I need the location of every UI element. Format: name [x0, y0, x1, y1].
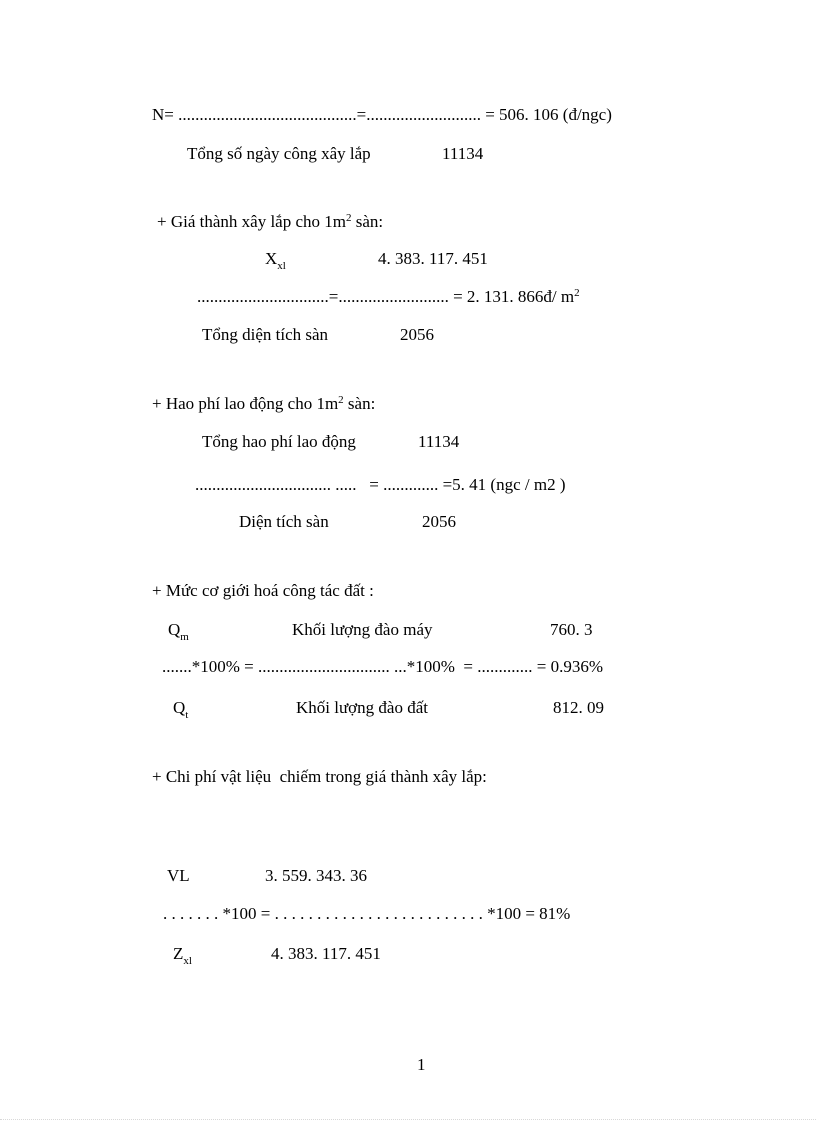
mech-formula: .......*100% = ............................... ...*100% = ............. = 0.936%: [162, 657, 603, 676]
mech-var-qm-main: Q: [168, 620, 181, 639]
mech-value-total: 812. 09: [553, 698, 604, 717]
material-value-z: 4. 383. 117. 451: [271, 944, 381, 963]
xl-denominator-label: Tổng diện tích sàn: [202, 325, 329, 344]
mech-label-machine: Khối lượng đào máy: [292, 620, 433, 639]
labor-heading-post: sàn:: [343, 394, 376, 413]
labor-heading-sup: 2: [338, 394, 344, 406]
mech-label-total: Khối lượng đào đất: [296, 698, 428, 717]
xl-heading-post: sàn:: [351, 212, 384, 231]
labor-numerator-value: 11134: [418, 432, 460, 451]
labor-heading: [152, 394, 375, 414]
xl-variable: [265, 249, 286, 272]
material-value-vl: 3. 559. 343. 36: [265, 866, 367, 885]
material-var-z-sub: xl: [183, 955, 192, 967]
xl-heading: [157, 212, 383, 232]
material-var-vl: VL: [167, 866, 190, 885]
mech-var-qt-main: Q: [173, 698, 186, 717]
xl-formula-sup: 2: [574, 287, 580, 299]
xl-numerator: 4. 383. 117. 451: [378, 249, 488, 268]
mech-heading: + Mức cơ giới hoá công tác đất :: [152, 581, 374, 600]
n-denominator-value: 11134: [442, 144, 484, 163]
page-bottom-rule: [0, 1119, 816, 1120]
xl-variable-main: X: [265, 249, 278, 268]
mech-value-machine: 760. 3: [550, 620, 593, 639]
material-heading: + Chi phí vật liệu chiếm trong giá thành xây lắp:: [152, 767, 487, 786]
material-formula: . . . . . . . *100 = . . . . . . . . . . . . . . . . . . . . . . . . . *100 = 81%: [163, 904, 571, 923]
xl-heading-text: + Giá thành xây lắp cho 1m: [157, 212, 346, 231]
xl-formula-text: ...............................=.......................... = 2. 131. 866đ/ m: [197, 287, 575, 306]
labor-numerator-label: Tổng hao phí lao động: [202, 432, 356, 451]
labor-heading-text: + Hao phí lao động cho 1m: [152, 394, 339, 413]
material-var-z: [173, 944, 192, 967]
labor-formula: ................................ ..... = ............. =5. 41 (ngc / m2 ): [195, 475, 566, 494]
mech-var-qt-sub: t: [185, 709, 189, 721]
labor-denominator-label: Diện tích sàn: [239, 512, 329, 531]
xl-formula: [197, 287, 580, 307]
labor-denominator-value: 2056: [422, 512, 456, 531]
page-number: 1: [417, 1055, 426, 1074]
n-formula-line: N= ..........................................=........................... = 506. 106 (đ/ngc): [152, 105, 612, 124]
mech-var-qm-sub: m: [180, 631, 189, 643]
xl-heading-sup: 2: [345, 212, 352, 224]
xl-denominator-value: 2056: [400, 325, 434, 344]
material-var-z-main: Z: [173, 944, 184, 963]
mech-var-qm: [168, 620, 189, 643]
mech-var-qt: [173, 698, 189, 721]
n-denominator-label: Tổng số ngày công xây lắp: [187, 144, 371, 163]
xl-variable-sub: xl: [277, 260, 286, 272]
